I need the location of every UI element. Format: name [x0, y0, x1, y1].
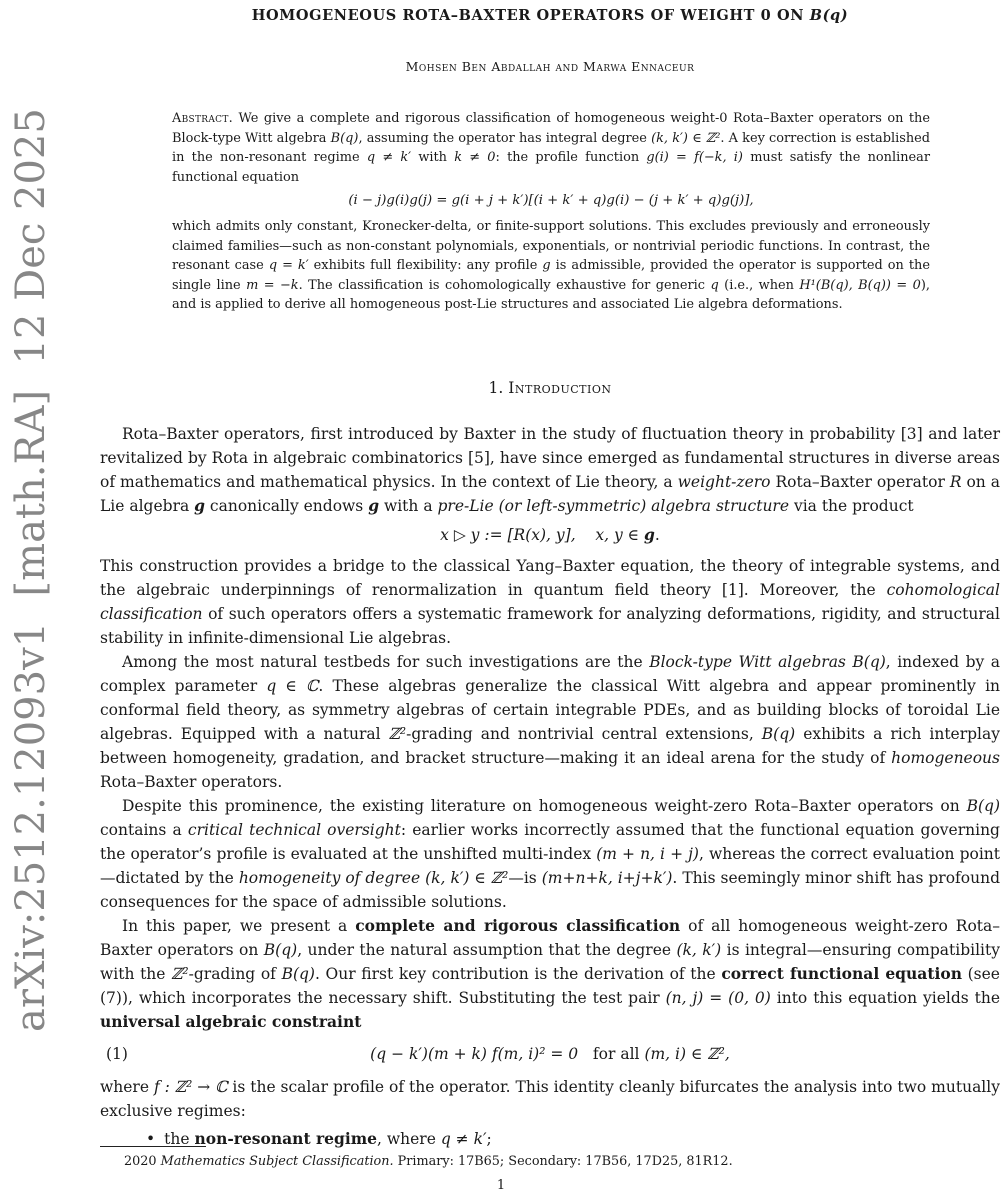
equation-1-row [100, 1042, 1000, 1066]
abstract-paragraph-1 [172, 109, 930, 187]
intro-paragraph-2: This construction provides a bridge to the classical Yang–Baxter equation, the theory of integrable systems, and the algebraic underpinnings of renormalization in quantum field theory [1]. Moreover, the cohomological classification of such operators offers a systematic framework for analyzing deformations, rigidity, and structural stability in infinite-dimensional Lie algebras. [100, 556, 1000, 647]
intro-paragraph-1: Rota–Baxter operators, first introduced by Baxter in the study of fluctuation theory in probability [3] and later revitalized by Rota in algebraic combinatorics [5], have since emerged as fundamental structures in diverse areas of mathematics and mathematical physics. In the context of Lie theory, a weight-zero Rota–Baxter operator R on a Lie algebra g canonically endows g with a pre-Lie (or left-symmetric) algebra structure via the product [100, 424, 1000, 515]
introduction-body [100, 422, 1000, 1151]
intro-paragraph-3: Among the most natural testbeds for such investigations are the Block-type Witt algebras B(q), indexed by a complex parameter q ∈ ℂ. These algebras generalize the classical Witt algebra and appear prominently in conformal field theory, as symmetry algebras of certain integrable PDEs, and as building blocks of toroidal Lie algebras. Equipped with a natural ℤ²-grading and nontrivial central extensions, B(q) exhibits a rich interplay between homogeneity, gradation, and bracket structure—making it an ideal arena for the study of homogeneous Rota–Baxter operators. [100, 652, 1001, 791]
abstract-block [172, 109, 930, 315]
section-number: 1. [488, 378, 504, 397]
bullet-text: the non-resonant regime, where q ≠ k′; [164, 1128, 492, 1148]
section-heading-introduction [100, 379, 1000, 397]
paper-authors: Mohsen Ben Abdallah and Marwa Ennaceur [405, 59, 695, 74]
footnote-text: 2020 Mathematics Subject Classification. Primary: 17B65; Secondary: 17B56, 17D25, 81R12. [124, 1154, 733, 1169]
footnote-block [100, 1146, 1000, 1169]
paper-title: HOMOGENEOUS ROTA–BAXTER OPERATORS OF WEIGHT 0 ON B(q) [251, 7, 849, 24]
abstract-paragraph-2: which admits only constant, Kronecker-delta, or finite-support solutions. This excludes previously and erroneously claimed families—such as non-constant polynomials, exponentials, or nontrivial periodic functions. In contrast, the resonant case q = k′ exhibits full flexibility: any profile g is admissible, provided the operator is supported on the single line m = −k. The classification is cohomologically exhaustive for generic q (i.e., when H¹(B(q), B(q)) = 0), and is applied to derive all homogeneous post-Lie structures and associated Lie algebra deformations. [172, 218, 930, 313]
paper-content [100, 0, 1000, 1151]
abstract-text-1: We give a complete and rigorous classification of homogeneous weight-0 Rota–Baxter operators on the Block-type Witt algebra B(q), assuming the operator has integral degree (k, k′) ∈ ℤ². A key correction is established in the non-resonant regime q ≠ k′ with k ≠ 0: the profile function g(i) = f(−k, i) must satisfy the nonlinear functional equation [172, 111, 930, 185]
intro-paragraph-6: where f : ℤ² → ℂ is the scalar profile of the operator. This identity cleanly bifurcates the analysis into two mutually exclusive regimes: [100, 1077, 1000, 1120]
abstract-label: Abstract. [172, 111, 234, 126]
intro-paragraph-5: In this paper, we present a complete and rigorous classification of all homogeneous weight-zero Rota–Baxter operators on B(q), under the natural assumption that the degree (k, k′) is integral—ensuring compatibility with the ℤ²-grading of B(q). Our first key contribution is the derivation of the correct functional equation (see (7)), which incorporates the necessary shift. Substituting the test pair (n, j) = (0, 0) into this equation yields the universal algebraic constraint [100, 915, 1001, 1031]
section-title: Introduction [508, 378, 612, 397]
arxiv-watermark: arXiv:2512.12093v1 [math.RA] 12 Dec 2025 [8, 108, 54, 1032]
page-number: 1 [496, 1178, 506, 1193]
product-equation: x ▷ y := [R(x), y], x, y ∈ g. [440, 524, 660, 544]
equation-1: (q − k′)(m + k) f(m, i)² = 0 for all (m, i) ∈ ℤ², [370, 1044, 730, 1063]
abstract-equation: (i − j)g(i)g(j) = g(i + j + k′)[(i + k′ + q)g(i) − (j + k′ + q)g(j)], [348, 193, 754, 209]
equation-1-number: (1) [106, 1044, 128, 1063]
bullet-icon: • [146, 1129, 156, 1148]
intro-paragraph-4: Despite this prominence, the existing literature on homogeneous weight-zero Rota–Baxter operators on B(q) contains a critical technical oversight: earlier works incorrectly assumed that the functional equation governing the operator’s profile is evaluated at the unshifted multi-index (m + n, i + j), whereas the correct evaluation point—dictated by the homogeneity of degree (k, k′) ∈ ℤ²—is (m+n+k, i+j+k′). This seemingly minor shift has profound consequences for the space of admissible solutions. [100, 796, 1000, 911]
footnote-rule [100, 1146, 206, 1147]
